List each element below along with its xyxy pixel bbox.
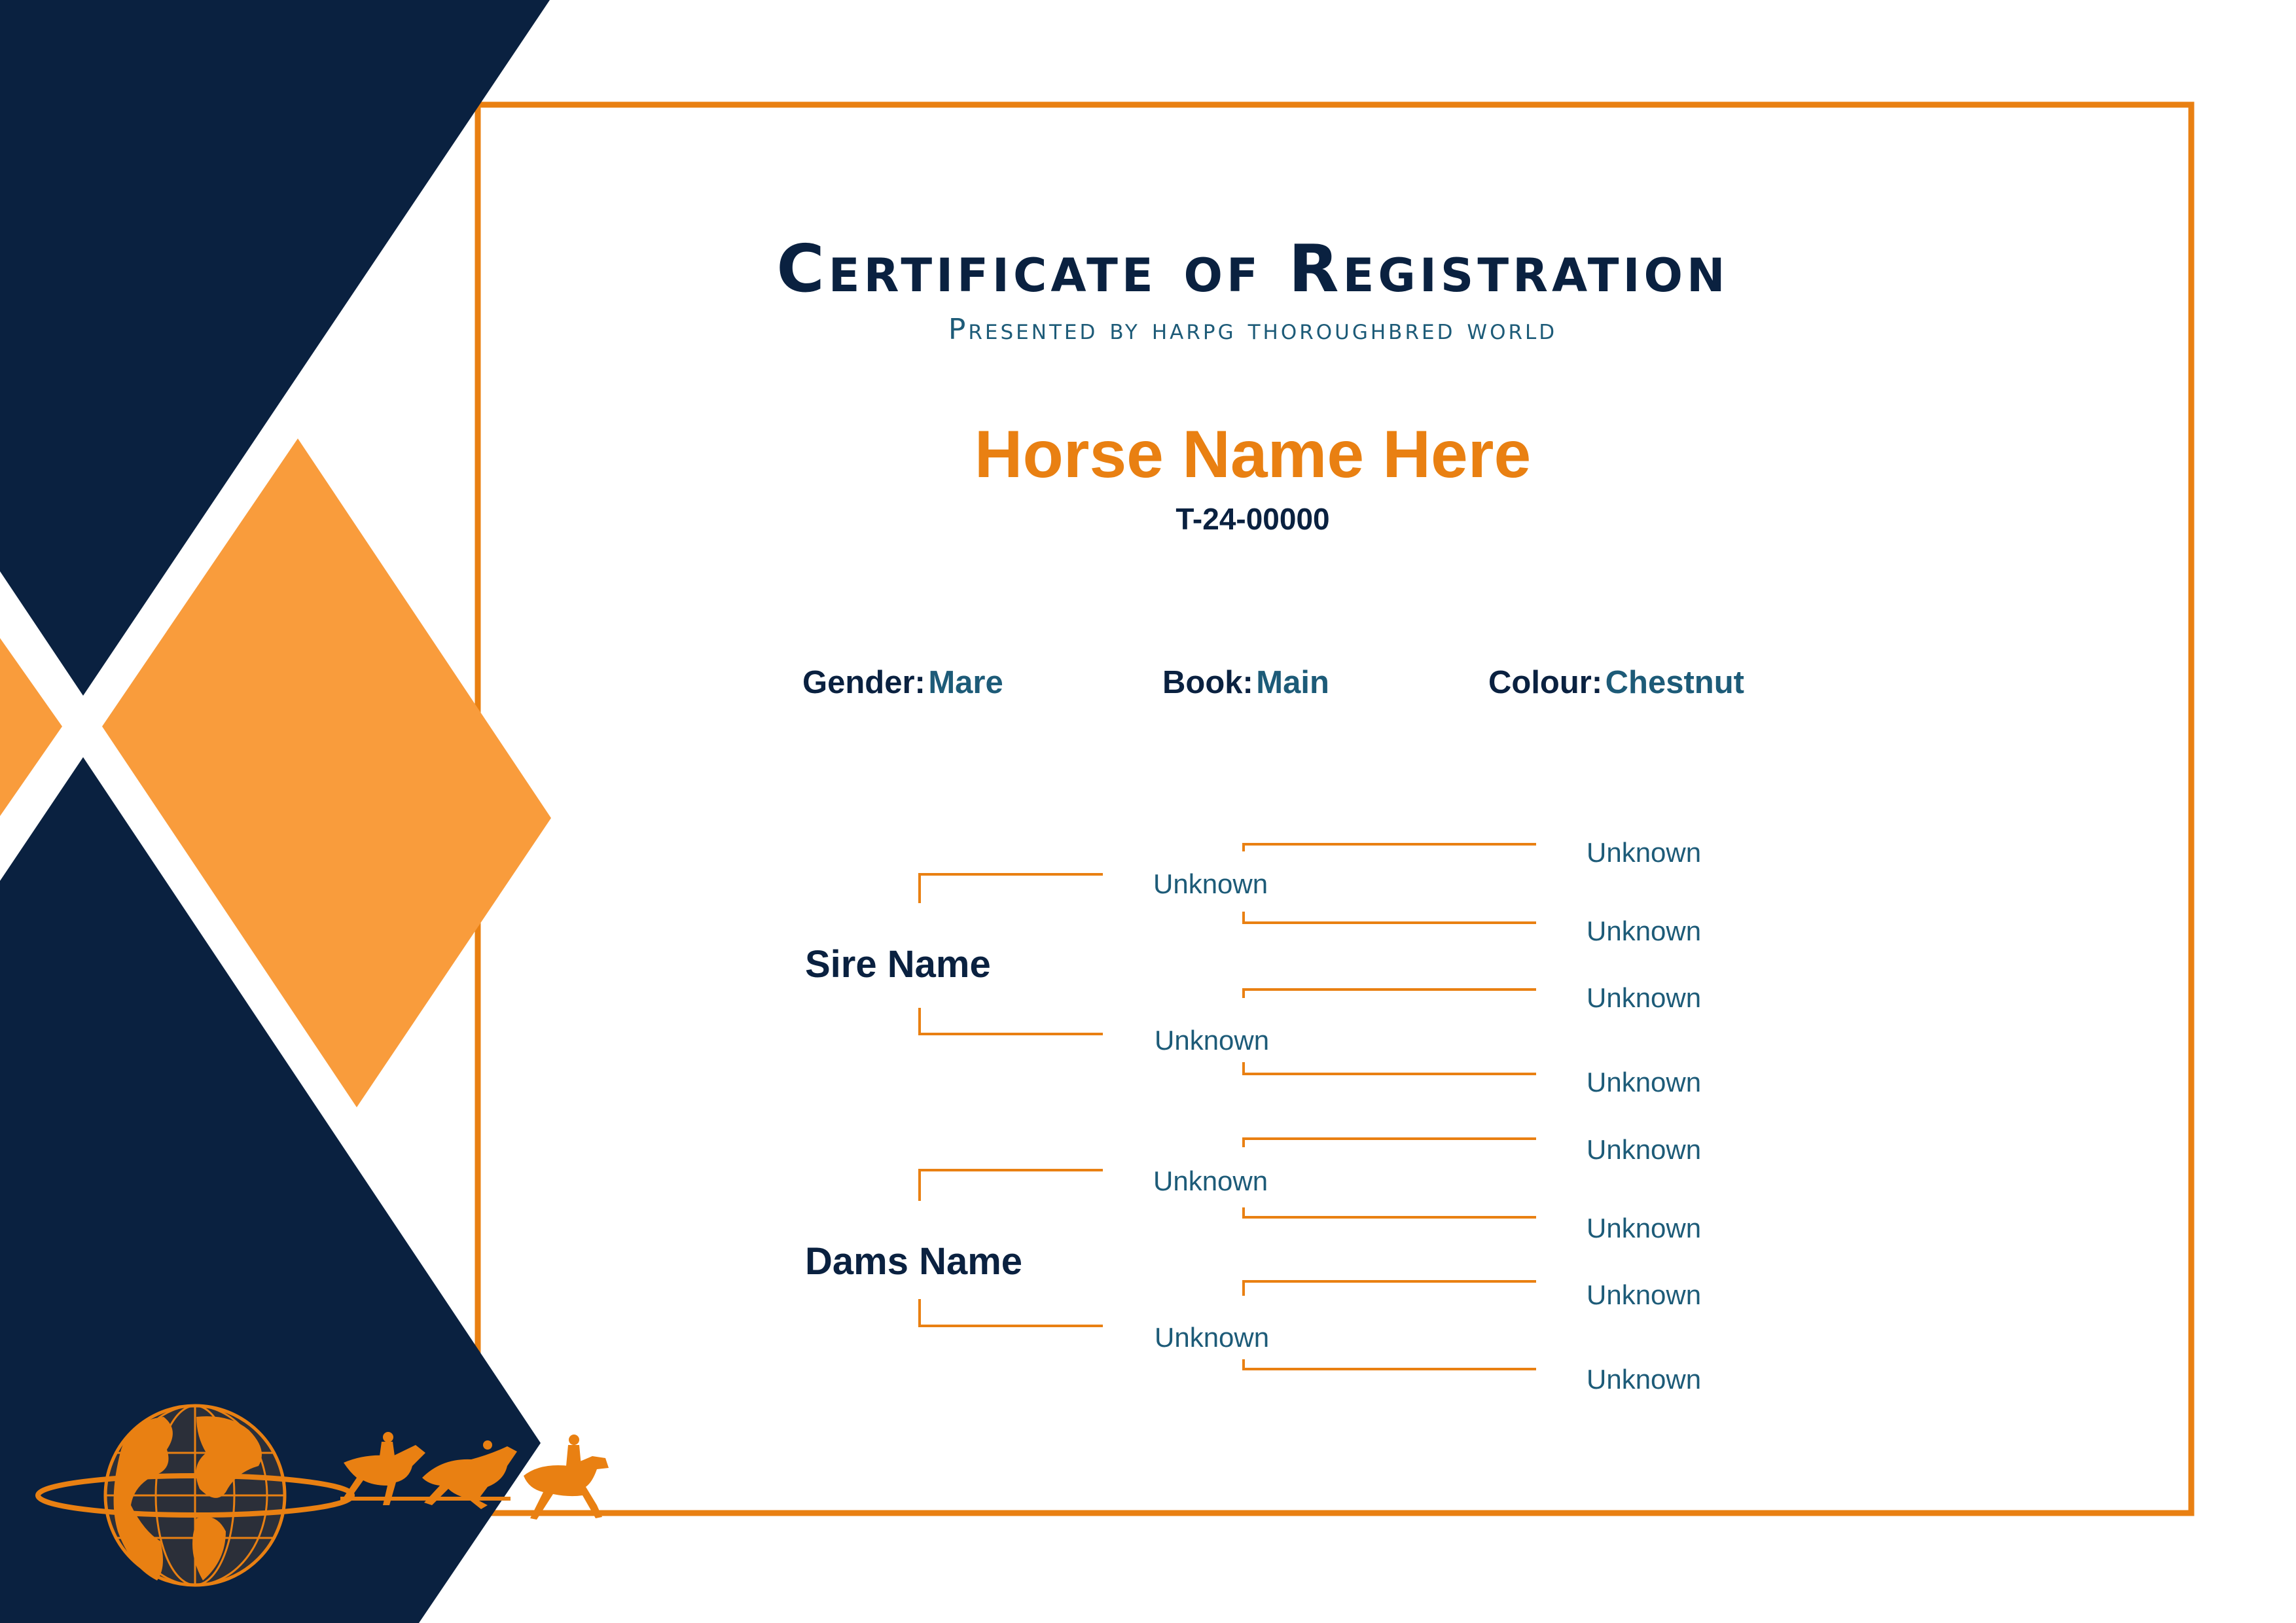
sire-sire-name: Unknown xyxy=(1153,868,1268,899)
gender-value: Mare xyxy=(928,665,1003,700)
line-dd-top xyxy=(1244,1281,1536,1296)
dam-dam-name: Unknown xyxy=(1155,1322,1270,1353)
horse-name: Horse Name Here xyxy=(974,417,1532,491)
dam-dam-dam-name: Unknown xyxy=(1587,1364,1702,1395)
bracket-sire-top xyxy=(920,874,1103,903)
orange-diamond-small xyxy=(0,638,62,816)
sire-name: Sire Name xyxy=(805,943,991,986)
sire-dam-sire-name: Unknown xyxy=(1587,982,1702,1013)
book-label: Book: xyxy=(1162,665,1253,700)
sire-sire-dam-name: Unknown xyxy=(1587,916,1702,946)
bracket-dam-bottom xyxy=(920,1299,1103,1326)
gender-label: Gender: xyxy=(802,665,925,700)
bracket-sire-bottom xyxy=(920,1008,1103,1034)
certificate-subtitle: Presented by harpg thoroughbred world xyxy=(948,313,1558,346)
dam-dam-sire-name: Unknown xyxy=(1587,1279,1702,1310)
line-ss-top xyxy=(1244,844,1536,851)
bracket-dam-top xyxy=(920,1170,1103,1201)
line-sd-top xyxy=(1244,990,1536,998)
line-sd-bottom xyxy=(1244,1062,1536,1074)
registration-number: T-24-00000 xyxy=(1175,502,1330,536)
line-dd-bottom xyxy=(1244,1359,1536,1369)
line-ds-bottom xyxy=(1244,1207,1536,1217)
book-value: Main xyxy=(1256,665,1329,700)
sire-sire-sire-name: Unknown xyxy=(1587,837,1702,868)
sire-dam-dam-name: Unknown xyxy=(1587,1067,1702,1097)
dam-sire-name: Unknown xyxy=(1153,1166,1268,1196)
dam-name: Dams Name xyxy=(805,1240,1023,1283)
sire-dam-name: Unknown xyxy=(1155,1025,1270,1056)
dam-sire-sire-name: Unknown xyxy=(1587,1134,1702,1165)
gender-field xyxy=(802,664,1003,701)
line-ds-top xyxy=(1244,1139,1536,1147)
book-field xyxy=(1162,664,1329,701)
colour-label: Colour: xyxy=(1488,665,1603,700)
pedigree-lines xyxy=(920,844,1536,1369)
dam-sire-dam-name: Unknown xyxy=(1587,1213,1702,1243)
colour-field xyxy=(1488,664,1744,701)
certificate-title: Certificate of Registration xyxy=(776,230,1729,307)
line-ss-bottom xyxy=(1244,912,1536,923)
colour-value: Chestnut xyxy=(1605,665,1744,700)
